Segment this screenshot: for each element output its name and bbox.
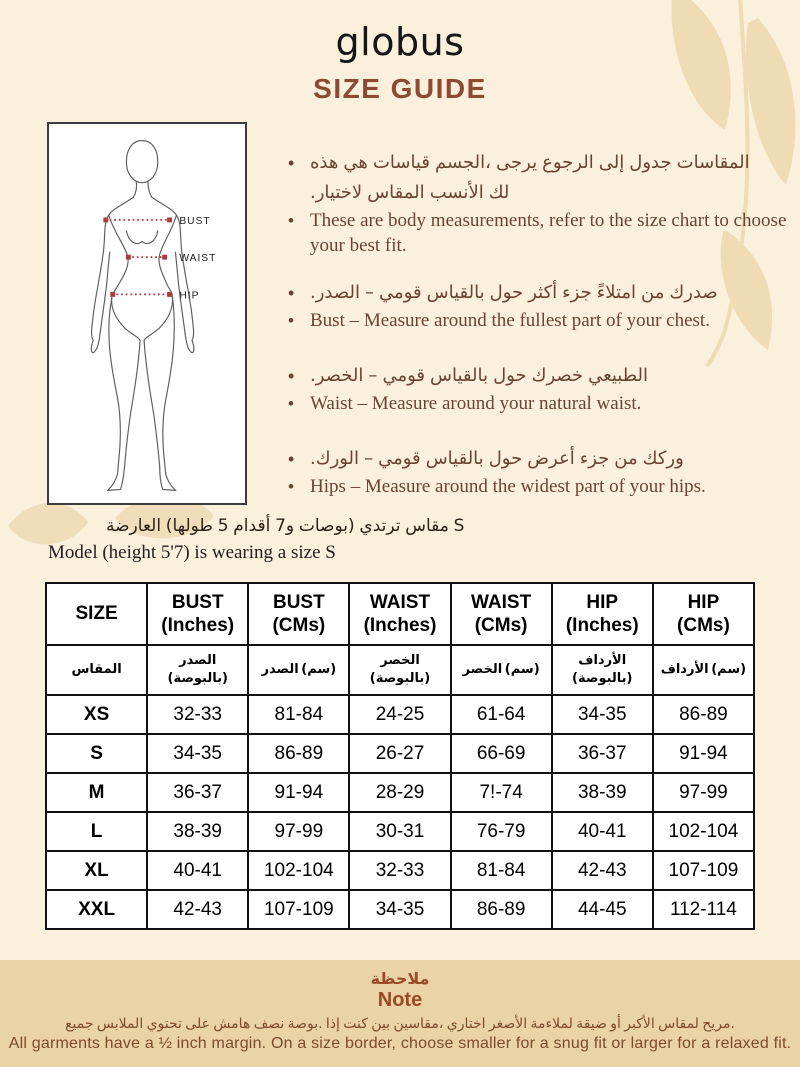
instruction-group-overview	[288, 148, 788, 258]
column-header-en: WAIST (CMs)	[451, 583, 552, 645]
instruction-en	[288, 391, 788, 416]
waist-label: WAIST	[179, 253, 217, 265]
size-table-row	[46, 773, 754, 812]
arabic-text: .لاختيار المقاس الأنسب لك	[310, 182, 510, 203]
measurement-cell: 91-94	[248, 773, 349, 812]
bullet-icon: •	[288, 283, 295, 303]
size-table-row	[46, 812, 754, 851]
page-title: SIZE GUIDE	[313, 73, 487, 104]
column-header-en: BUST (CMs)	[248, 583, 349, 645]
measurement-cell: 24-25	[349, 695, 450, 734]
column-header-ar: المقاس	[46, 645, 147, 695]
measurement-cell: 7!-74	[451, 773, 552, 812]
english-text: Hips – Measure around the widest part of your hips.	[310, 476, 706, 497]
measurement-cell: 97-99	[248, 812, 349, 851]
english-text: These are body measurements, refer to the size chart to choose your best fit.	[310, 210, 787, 256]
measurement-cell: 107-109	[248, 890, 349, 929]
size-table-row	[46, 734, 754, 773]
body-figure-illustration	[49, 124, 245, 503]
note-body-arabic: جميع الملابس تحتوي على هامش نصف بوصة. إذا كنت بين مقاسين، اختاري الأصغر لملاءمة ضيقة أو الأكبر لمقاس مريح.	[65, 1016, 735, 1032]
measurement-lines	[103, 216, 216, 301]
bullet-icon: •	[288, 394, 294, 413]
measurement-cell: 81-84	[248, 695, 349, 734]
instruction-group-hip	[288, 444, 788, 499]
note-heading-arabic: ملاحظة	[370, 969, 430, 988]
measurement-cell: 26-27	[349, 734, 450, 773]
measurement-cell: 66-69	[451, 734, 552, 773]
note-heading-english: Note	[377, 989, 423, 1011]
instruction-en	[288, 208, 788, 258]
bullet-icon: •	[288, 366, 295, 386]
body-outline	[91, 141, 194, 491]
bullet-icon: •	[288, 477, 294, 496]
instruction-ar	[288, 361, 788, 391]
measurement-cell: 86-89	[248, 734, 349, 773]
column-header-ar: الصدر (بالبوصة)	[147, 645, 248, 695]
measurement-cell: 42-43	[552, 851, 653, 890]
measurement-cell: 91-94	[653, 734, 754, 773]
measurement-instructions	[288, 148, 788, 499]
measurement-cell: 61-64	[451, 695, 552, 734]
size-label-cell: S	[46, 734, 147, 773]
model-note-arabic: العارضة (طولها 5 أقدام و7 بوصات) ترتدي مقاس S	[106, 516, 465, 536]
size-table-body	[46, 695, 754, 929]
size-label-cell: XL	[46, 851, 147, 890]
column-header-ar: الصدر (سم)	[248, 645, 349, 695]
measurement-cell: 112-114	[653, 890, 754, 929]
bullet-icon: •	[288, 153, 295, 173]
instruction-group-waist	[288, 361, 788, 416]
measurement-cell: 86-89	[451, 890, 552, 929]
size-label-cell: XS	[46, 695, 147, 734]
size-table-row	[46, 695, 754, 734]
measurement-cell: 36-37	[552, 734, 653, 773]
measurement-cell: 38-39	[147, 812, 248, 851]
size-table-row	[46, 851, 754, 890]
brand-logo: globus	[335, 20, 465, 64]
measurement-cell: 40-41	[147, 851, 248, 890]
column-header-en: BUST (Inches)	[147, 583, 248, 645]
measurement-cell: 40-41	[552, 812, 653, 851]
model-size-note	[48, 514, 464, 565]
size-table-header-english	[46, 583, 754, 645]
size-table-header-arabic	[46, 645, 754, 695]
measurement-cell: 32-33	[147, 695, 248, 734]
arabic-text: .الورك – قومي بالقياس حول أعرض جزء من وركك	[310, 448, 684, 469]
measurement-cell: 34-35	[552, 695, 653, 734]
measurement-cell: 97-99	[653, 773, 754, 812]
english-text: Waist – Measure around your natural waist.	[310, 393, 642, 414]
measurement-cell: 30-31	[349, 812, 450, 851]
size-table-row	[46, 890, 754, 929]
measurement-cell: 76-79	[451, 812, 552, 851]
column-header-ar: الخصر (بالبوصة)	[349, 645, 450, 695]
measurement-cell: 107-109	[653, 851, 754, 890]
measurement-cell: 102-104	[248, 851, 349, 890]
column-header-ar: الأرداف (بالبوصة)	[552, 645, 653, 695]
instruction-en	[288, 474, 788, 499]
arabic-text: .الصدر – قومي بالقياس حول أكثر جزء امتلاءً من صدرك	[310, 282, 718, 303]
instruction-group-bust	[288, 278, 788, 333]
instruction-ar	[288, 278, 788, 308]
column-header-en: SIZE	[46, 583, 147, 645]
measurement-cell: 102-104	[653, 812, 754, 851]
column-header-en: WAIST (Inches)	[349, 583, 450, 645]
model-note-english: Model (height 5'7) is wearing a size S	[48, 542, 336, 563]
arabic-text: .الخصر – قومي بالقياس حول خصرك الطبيعي	[310, 365, 648, 386]
size-table	[45, 582, 755, 930]
bullet-icon: •	[288, 311, 294, 330]
measurement-cell: 36-37	[147, 773, 248, 812]
column-header-ar: الخصر (سم)	[451, 645, 552, 695]
figure-panel	[47, 122, 247, 505]
column-header-en: HIP (CMs)	[653, 583, 754, 645]
measurement-cell: 28-29	[349, 773, 450, 812]
hip-label: HIP	[179, 290, 200, 302]
column-header-en: HIP (Inches)	[552, 583, 653, 645]
measurement-cell: 34-35	[349, 890, 450, 929]
arabic-text: هذه هي قياسات الجسم، يرجى الرجوع إلى جدول المقاسات	[310, 152, 750, 173]
instruction-ar	[288, 148, 788, 178]
size-label-cell: L	[46, 812, 147, 851]
instruction-en	[288, 308, 788, 333]
measurement-cell: 42-43	[147, 890, 248, 929]
measurement-cell: 81-84	[451, 851, 552, 890]
note-body-english: All garments have a ½ inch margin. On a size border, choose smaller for a snug fit or larger for a relaxed fit.	[8, 1035, 792, 1052]
measurement-cell: 44-45	[552, 890, 653, 929]
note-section	[0, 960, 800, 1067]
measurement-cell: 32-33	[349, 851, 450, 890]
measurement-cell: 38-39	[552, 773, 653, 812]
instruction-ar	[288, 444, 788, 474]
size-label-cell: M	[46, 773, 147, 812]
measurement-cell: 86-89	[653, 695, 754, 734]
bust-label: BUST	[179, 215, 211, 227]
measurement-cell: 34-35	[147, 734, 248, 773]
english-text: Bust – Measure around the fullest part of your chest.	[310, 310, 710, 331]
bullet-icon: •	[288, 449, 295, 469]
column-header-ar: الأرداف (سم)	[653, 645, 754, 695]
size-label-cell: XXL	[46, 890, 147, 929]
bullet-icon: •	[288, 211, 294, 230]
